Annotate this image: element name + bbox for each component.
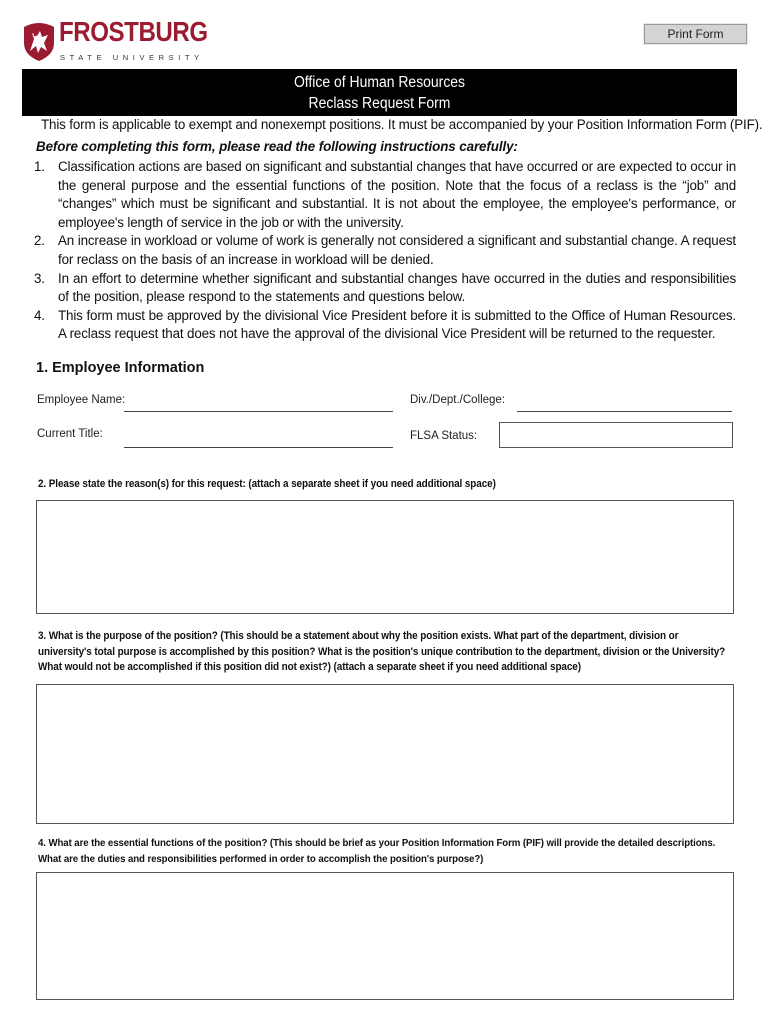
division-label: Div./Dept./College: [410,394,506,406]
employee-name-input[interactable] [124,398,393,412]
logo-subtitle: STATE UNIVERSITY [60,53,204,62]
reason-for-request-textarea[interactable] [36,500,734,614]
instruction-item [34,307,736,344]
form-title-bar [22,69,737,116]
question-4-text: 4. What are the essential functions of the position? (This should be brief as your Position Information Form (PIF) will provide the detailed descriptions. What are the duties and responsibilities performed in order to accomplish the position's purpose?) [38,838,716,865]
lion-crest-icon [22,21,56,61]
current-title-input[interactable] [124,434,393,448]
instruction-text: This form must be approved by the divisional Vice President before it is submitted to the Office of Human Resources. A reclass request that does not have the approval of the divisional Vice President will be returned to the requester. [58,307,736,342]
question-3-text: 3. What is the purpose of the position? (This should be a statement about why the position exists. What part of the department, division or university's total purpose is accomplished by this position? What is the position's unique contribution to the department, division or the University? What would not be accomplished if this position did not exist?) (attach a separate sheet if you need additional space) [38,630,726,673]
instruction-text: In an effort to determine whether significant and substantial changes have occurred in the duties and responsibilities of the position, please respond to the statements and questions below. [58,270,736,305]
intro-text: This form is applicable to exempt and nonexempt positions. It must be accompanied by your Position Information Form (PIF). [41,117,763,132]
instructions-heading: Before completing this form, please read the following instructions carefully: [36,139,518,154]
instruction-text: Classification actions are based on significant and substantial changes that have occurred or are expected to occur in the general purpose and the essential functions of the position. Note that the focus of a reclass is the “job” and “changes” which must be significant and substantial. It is not about the employee, the employee's performance, or employee's length of service in the job or with the university. [58,159,736,230]
office-title: Office of Human Resources [293,74,466,91]
print-form-button[interactable]: Print Form [644,24,747,44]
instruction-item [34,158,736,232]
employee-info-heading: 1. Employee Information [36,360,205,376]
form-title: Reclass Request Form [308,95,451,112]
division-input[interactable] [517,398,732,412]
flsa-status-input[interactable] [499,422,733,448]
position-purpose-textarea[interactable] [36,684,734,824]
instruction-number: 2. [34,233,45,249]
instruction-item [34,270,736,307]
instruction-number: 3. [34,270,45,286]
flsa-status-label: FLSA Status: [410,430,478,442]
instructions-list [34,158,736,344]
question-2-text: 2. Please state the reason(s) for this request: (attach a separate sheet if you need additional space) [38,478,496,490]
university-logo [22,16,208,65]
essential-functions-textarea[interactable] [36,872,734,1000]
instruction-text: An increase in workload or volume of work is generally not considered a significant and substantial change. A request for reclass on the basis of an increase in workload will be denied. [58,233,736,267]
current-title-label: Current Title: [37,428,103,440]
instruction-number: 1. [34,159,45,174]
instruction-item [34,232,736,269]
instruction-number: 4. [34,307,45,323]
logo-wordmark: FROSTBURG [59,16,208,47]
employee-name-label: Employee Name: [37,394,126,406]
